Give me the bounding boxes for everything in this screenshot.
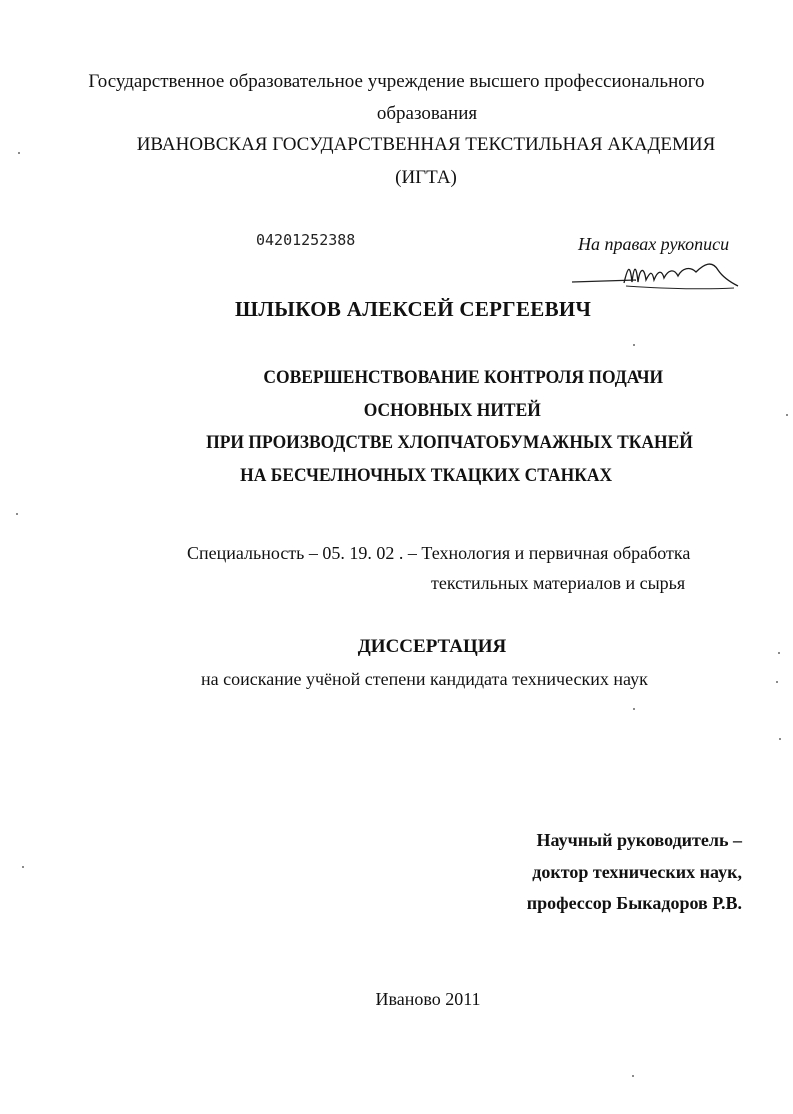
scan-speck xyxy=(633,708,635,710)
scan-speck xyxy=(22,866,24,868)
title-line-4 xyxy=(0,465,793,487)
scan-speck xyxy=(633,344,635,346)
specialty-line-1: Специальность – 05. 19. 02 . – Технология и первичная обработка xyxy=(187,543,691,563)
title-line-1-text: СОВЕРШЕНСТВОВАНИЕ КОНТРОЛЯ ПОДАЧИ xyxy=(263,367,663,388)
academy-abbreviation: (ИГТА) xyxy=(395,167,457,188)
scan-speck xyxy=(779,738,781,740)
supervisor-line-2: доктор технических наук, xyxy=(532,862,742,882)
author-name: ШЛЫКОВ АЛЕКСЕЙ СЕРГЕЕВИЧ xyxy=(235,297,592,321)
city-year: Иваново 2011 xyxy=(375,989,481,1009)
title-line-4-text: НА БЕСЧЕЛНОЧНЫХ ТКАЦКИХ СТАНКАХ xyxy=(240,465,612,486)
scan-speck xyxy=(632,1075,634,1077)
archive-number: 04201252388 xyxy=(256,231,356,249)
specialty-line-2: текстильных материалов и сырья xyxy=(431,573,686,593)
academy-name: ИВАНОВСКАЯ ГОСУДАРСТВЕННАЯ ТЕКСТИЛЬНАЯ АКАДЕМИЯ xyxy=(136,134,716,155)
scan-speck xyxy=(18,152,20,154)
supervisor-line-1: Научный руководитель – xyxy=(536,830,742,850)
title-line-2-text: ОСНОВНЫХ НИТЕЙ xyxy=(363,400,541,421)
title-line-1 xyxy=(0,367,793,389)
manuscript-note: На правах рукописи xyxy=(578,234,730,254)
title-line-3 xyxy=(0,432,793,454)
supervisor-line-3: профессор Быкадоров Р.В. xyxy=(526,893,742,913)
institution-line-2: образования xyxy=(376,103,478,124)
institution-line-1: Государственное образовательное учреждение высшего профессионального xyxy=(88,71,705,92)
scan-speck xyxy=(16,513,18,515)
title-line-3-text: ПРИ ПРОИЗВОДСТВЕ ХЛОПЧАТОБУМАЖНЫХ ТКАНЕЙ xyxy=(206,432,694,453)
scan-speck xyxy=(786,414,788,416)
scan-speck xyxy=(778,652,780,654)
dissertation-subtitle: на соискание учёной степени кандидата технических наук xyxy=(201,669,648,689)
title-line-2 xyxy=(0,400,793,422)
signature-image xyxy=(566,252,742,296)
dissertation-heading: ДИССЕРТАЦИЯ xyxy=(357,636,507,657)
scan-speck xyxy=(776,681,778,683)
